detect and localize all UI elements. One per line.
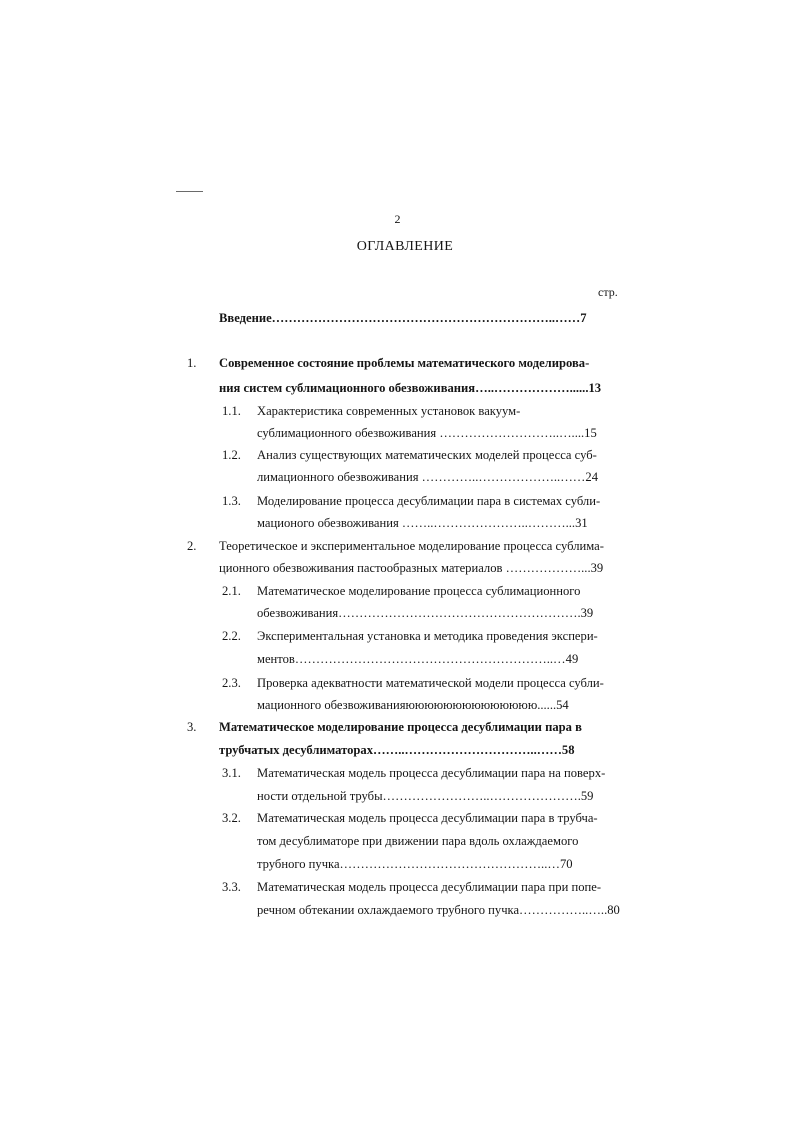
toc-entry-2-3-line2[interactable]: мационного обезвоживанияюююююююююююююю......54 (257, 698, 569, 712)
toc-number-3-1: 3.1. (222, 766, 241, 780)
toc-entry-1-line2[interactable]: ния систем сублимационного обезвоживания…..………………......13 (219, 381, 602, 395)
toc-entry-2-2-line1[interactable]: Экспериментальная установка и методика проведения экспери- (257, 629, 598, 643)
toc-entry-3-2-line2[interactable]: том десублиматоре при движении пара вдоль охлаждаемого (257, 834, 579, 848)
toc-number-3: 3. (187, 720, 197, 734)
toc-entry-3-1-line1[interactable]: Математическая модель процесса десублимации пара на поверх- (257, 766, 606, 780)
toc-number-2-3: 2.3. (222, 676, 241, 690)
toc-number-2-2: 2.2. (222, 629, 241, 643)
toc-number-3-3: 3.3. (222, 880, 241, 894)
toc-number-2-1: 2.1. (222, 584, 241, 598)
toc-entry-2-2-line2[interactable]: ментов……………………………………………………..…49 (257, 652, 579, 666)
toc-entry-1-1-line2[interactable]: сублимационного обезвоживания ………………………..…....15 (257, 426, 597, 440)
scan-edge-mark (176, 191, 203, 192)
toc-number-1-1: 1.1. (222, 404, 241, 418)
toc-entry-2-1-line1[interactable]: Математическое моделирование процесса сублимационного (257, 584, 581, 598)
toc-entry-1-3-line2[interactable]: мационого обезвоживания ……..…………………..………...31 (257, 516, 588, 530)
toc-entry-2-1-line2[interactable]: обезвоживания………………………………………………….39 (257, 606, 594, 620)
toc-entry-3-2-line1[interactable]: Математическая модель процесса десублимации пара в трубча- (257, 811, 598, 825)
toc-number-1-2: 1.2. (222, 448, 241, 462)
page-number: 2 (394, 212, 401, 226)
toc-entry-2-line2[interactable]: ционного обезвоживания пастообразных материалов ………………...39 (219, 561, 604, 575)
toc-entry-3-2-line3[interactable]: трубного пучка…………………………………………..…70 (257, 857, 573, 871)
toc-number-3-2: 3.2. (222, 811, 241, 825)
toc-entry-1-2-line2[interactable]: лимационного обезвоживания …………..………………..……24 (257, 470, 598, 484)
toc-number-1-3: 1.3. (222, 494, 241, 508)
toc-entry-1-1-line1[interactable]: Характеристика современных установок вакуум- (257, 404, 521, 418)
toc-entry-3-3-line2[interactable]: речном обтекании охлаждаемого трубного пучка……………..…..80 (257, 903, 620, 917)
toc-entry-2-line1[interactable]: Теоретическое и экспериментальное моделирование процесса сублима- (219, 539, 604, 553)
toc-entry-1-line1[interactable]: Современное состояние проблемы математического моделирова- (219, 356, 590, 370)
toc-entry-3-1-line2[interactable]: ности отдельной трубы……………………..………………….59 (257, 789, 594, 803)
toc-entry-3-3-line1[interactable]: Математическая модель процесса десублимации пара при попе- (257, 880, 602, 894)
toc-entry-2-3-line1[interactable]: Проверка адекватности математической модели процесса субли- (257, 676, 604, 690)
toc-entry-intro[interactable]: Введение…………………………………………………………..……7 (219, 311, 587, 325)
toc-number-2: 2. (187, 539, 197, 553)
toc-entry-1-3-line1[interactable]: Моделирование процесса десублимации пара в системах субли- (257, 494, 601, 508)
toc-title: ОГЛАВЛЕНИЕ (356, 239, 454, 254)
page-column-label: стр. (598, 285, 618, 299)
toc-entry-3-line1[interactable]: Математическое моделирование процесса десублимации пара в (219, 720, 582, 734)
toc-entry-3-line2[interactable]: трубчатых десублиматорах……..…………………………..……58 (219, 743, 575, 757)
toc-number-1: 1. (187, 356, 197, 370)
toc-entry-1-2-line1[interactable]: Анализ существующих математических моделей процесса суб- (257, 448, 597, 462)
